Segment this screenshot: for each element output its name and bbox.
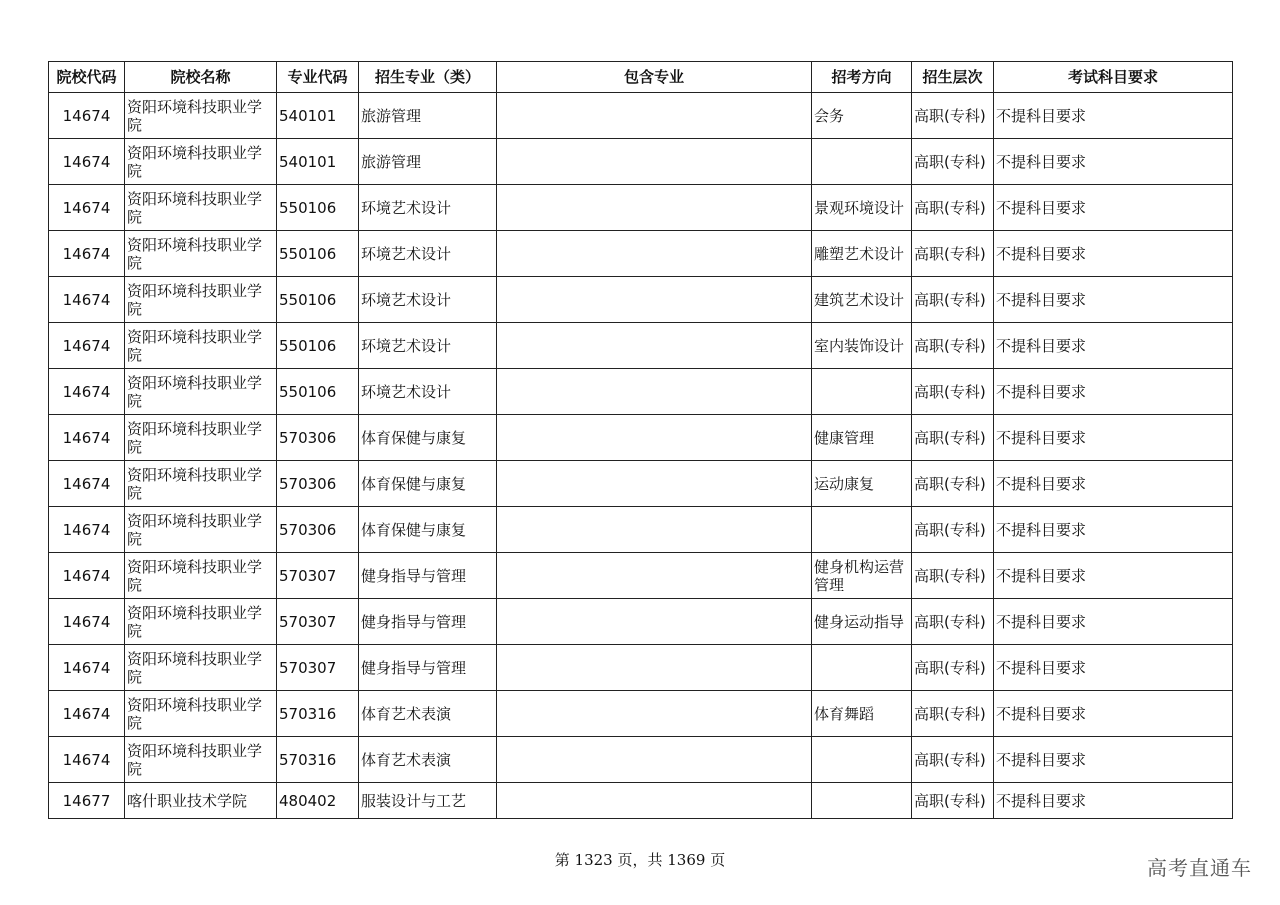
school-code-cell: 14674	[49, 415, 125, 461]
included-majors-cell	[497, 645, 812, 691]
major-code-cell: 550106	[277, 369, 359, 415]
school-name-cell: 资阳环境科技职业学院	[125, 599, 277, 645]
direction-cell	[812, 737, 912, 783]
requirement-cell: 不提科目要求	[994, 507, 1233, 553]
major-code-cell: 570306	[277, 461, 359, 507]
table-row	[49, 93, 1233, 139]
table-row	[49, 369, 1233, 415]
major-code-cell: 570306	[277, 507, 359, 553]
school-name-cell: 资阳环境科技职业学院	[125, 185, 277, 231]
direction-cell: 体育舞蹈	[812, 691, 912, 737]
requirement-cell: 不提科目要求	[994, 369, 1233, 415]
major-code-cell: 570307	[277, 645, 359, 691]
major-code-cell: 570316	[277, 737, 359, 783]
major-cell: 体育保健与康复	[359, 415, 497, 461]
major-code-cell: 570306	[277, 415, 359, 461]
school-code-cell: 14674	[49, 737, 125, 783]
header-major: 招生专业（类）	[359, 62, 497, 93]
requirement-cell: 不提科目要求	[994, 553, 1233, 599]
major-code-cell: 550106	[277, 185, 359, 231]
school-name-cell: 资阳环境科技职业学院	[125, 139, 277, 185]
major-cell: 环境艺术设计	[359, 277, 497, 323]
school-code-cell: 14674	[49, 599, 125, 645]
major-code-cell: 570316	[277, 691, 359, 737]
direction-cell: 健康管理	[812, 415, 912, 461]
direction-cell	[812, 369, 912, 415]
header-direction: 招考方向	[812, 62, 912, 93]
school-name-cell: 资阳环境科技职业学院	[125, 553, 277, 599]
direction-cell: 建筑艺术设计	[812, 277, 912, 323]
major-cell: 健身指导与管理	[359, 599, 497, 645]
level-cell: 高职(专科)	[912, 277, 994, 323]
major-code-cell: 570307	[277, 553, 359, 599]
requirement-cell: 不提科目要求	[994, 737, 1233, 783]
school-name-cell: 资阳环境科技职业学院	[125, 93, 277, 139]
level-cell: 高职(专科)	[912, 93, 994, 139]
table-row	[49, 737, 1233, 783]
major-cell: 体育保健与康复	[359, 507, 497, 553]
level-cell: 高职(专科)	[912, 645, 994, 691]
level-cell: 高职(专科)	[912, 415, 994, 461]
requirement-cell: 不提科目要求	[994, 415, 1233, 461]
major-code-cell: 550106	[277, 323, 359, 369]
major-cell: 体育艺术表演	[359, 691, 497, 737]
direction-cell: 运动康复	[812, 461, 912, 507]
major-code-cell: 550106	[277, 231, 359, 277]
direction-cell	[812, 783, 912, 819]
level-cell: 高职(专科)	[912, 783, 994, 819]
level-cell: 高职(专科)	[912, 461, 994, 507]
included-majors-cell	[497, 461, 812, 507]
included-majors-cell	[497, 691, 812, 737]
major-cell: 健身指导与管理	[359, 553, 497, 599]
included-majors-cell	[497, 93, 812, 139]
major-code-cell: 550106	[277, 277, 359, 323]
direction-cell: 雕塑艺术设计	[812, 231, 912, 277]
school-code-cell: 14674	[49, 323, 125, 369]
table-row	[49, 645, 1233, 691]
level-cell: 高职(专科)	[912, 737, 994, 783]
direction-cell	[812, 139, 912, 185]
level-cell: 高职(专科)	[912, 139, 994, 185]
included-majors-cell	[497, 507, 812, 553]
included-majors-cell	[497, 783, 812, 819]
table-row	[49, 323, 1233, 369]
table-row	[49, 185, 1233, 231]
table-row	[49, 599, 1233, 645]
school-name-cell: 资阳环境科技职业学院	[125, 461, 277, 507]
requirement-cell: 不提科目要求	[994, 783, 1233, 819]
major-cell: 环境艺术设计	[359, 323, 497, 369]
requirement-cell: 不提科目要求	[994, 599, 1233, 645]
school-code-cell: 14674	[49, 645, 125, 691]
major-cell: 环境艺术设计	[359, 231, 497, 277]
school-code-cell: 14674	[49, 691, 125, 737]
school-code-cell: 14674	[49, 461, 125, 507]
direction-cell: 室内装饰设计	[812, 323, 912, 369]
requirement-cell: 不提科目要求	[994, 185, 1233, 231]
requirement-cell: 不提科目要求	[994, 231, 1233, 277]
table-row	[49, 507, 1233, 553]
requirement-cell: 不提科目要求	[994, 139, 1233, 185]
school-code-cell: 14677	[49, 783, 125, 819]
watermark: 高考直通车	[1147, 856, 1252, 880]
major-code-cell: 570307	[277, 599, 359, 645]
table-row	[49, 277, 1233, 323]
major-cell: 环境艺术设计	[359, 369, 497, 415]
level-cell: 高职(专科)	[912, 323, 994, 369]
school-code-cell: 14674	[49, 553, 125, 599]
school-name-cell: 资阳环境科技职业学院	[125, 415, 277, 461]
level-cell: 高职(专科)	[912, 599, 994, 645]
major-cell: 服装设计与工艺	[359, 783, 497, 819]
direction-cell	[812, 507, 912, 553]
level-cell: 高职(专科)	[912, 691, 994, 737]
major-cell: 健身指导与管理	[359, 645, 497, 691]
included-majors-cell	[497, 231, 812, 277]
header-requirement: 考试科目要求	[994, 62, 1233, 93]
table-row	[49, 691, 1233, 737]
major-cell: 体育艺术表演	[359, 737, 497, 783]
included-majors-cell	[497, 277, 812, 323]
major-cell: 旅游管理	[359, 139, 497, 185]
school-code-cell: 14674	[49, 93, 125, 139]
requirement-cell: 不提科目要求	[994, 93, 1233, 139]
header-included-majors: 包含专业	[497, 62, 812, 93]
direction-cell	[812, 645, 912, 691]
requirement-cell: 不提科目要求	[994, 323, 1233, 369]
table-row	[49, 415, 1233, 461]
level-cell: 高职(专科)	[912, 231, 994, 277]
table-row	[49, 461, 1233, 507]
requirement-cell: 不提科目要求	[994, 277, 1233, 323]
school-name-cell: 资阳环境科技职业学院	[125, 277, 277, 323]
school-code-cell: 14674	[49, 139, 125, 185]
major-cell: 环境艺术设计	[359, 185, 497, 231]
school-name-cell: 喀什职业技术学院	[125, 783, 277, 819]
major-code-cell: 480402	[277, 783, 359, 819]
included-majors-cell	[497, 415, 812, 461]
major-code-cell: 540101	[277, 93, 359, 139]
included-majors-cell	[497, 599, 812, 645]
header-school-code: 院校代码	[49, 62, 125, 93]
table-body	[49, 93, 1233, 819]
school-name-cell: 资阳环境科技职业学院	[125, 323, 277, 369]
direction-cell: 健身机构运营管理	[812, 553, 912, 599]
school-name-cell: 资阳环境科技职业学院	[125, 507, 277, 553]
school-name-cell: 资阳环境科技职业学院	[125, 691, 277, 737]
requirement-cell: 不提科目要求	[994, 645, 1233, 691]
major-cell: 体育保健与康复	[359, 461, 497, 507]
school-code-cell: 14674	[49, 185, 125, 231]
school-name-cell: 资阳环境科技职业学院	[125, 645, 277, 691]
page-number: 第 1323 页，共 1369 页	[554, 851, 726, 869]
school-code-cell: 14674	[49, 277, 125, 323]
requirement-cell: 不提科目要求	[994, 461, 1233, 507]
major-cell: 旅游管理	[359, 93, 497, 139]
included-majors-cell	[497, 369, 812, 415]
table-row	[49, 139, 1233, 185]
table-header-row	[49, 62, 1233, 93]
admissions-table	[48, 61, 1233, 819]
level-cell: 高职(专科)	[912, 369, 994, 415]
included-majors-cell	[497, 323, 812, 369]
table-row	[49, 553, 1233, 599]
school-name-cell: 资阳环境科技职业学院	[125, 737, 277, 783]
direction-cell: 健身运动指导	[812, 599, 912, 645]
level-cell: 高职(专科)	[912, 553, 994, 599]
school-code-cell: 14674	[49, 231, 125, 277]
table-row	[49, 783, 1233, 819]
major-code-cell: 540101	[277, 139, 359, 185]
requirement-cell: 不提科目要求	[994, 691, 1233, 737]
table-row	[49, 231, 1233, 277]
level-cell: 高职(专科)	[912, 507, 994, 553]
header-level: 招生层次	[912, 62, 994, 93]
header-major-code: 专业代码	[277, 62, 359, 93]
school-code-cell: 14674	[49, 369, 125, 415]
included-majors-cell	[497, 139, 812, 185]
included-majors-cell	[497, 553, 812, 599]
school-name-cell: 资阳环境科技职业学院	[125, 369, 277, 415]
included-majors-cell	[497, 185, 812, 231]
school-name-cell: 资阳环境科技职业学院	[125, 231, 277, 277]
level-cell: 高职(专科)	[912, 185, 994, 231]
school-code-cell: 14674	[49, 507, 125, 553]
direction-cell: 景观环境设计	[812, 185, 912, 231]
direction-cell: 会务	[812, 93, 912, 139]
included-majors-cell	[497, 737, 812, 783]
header-school-name: 院校名称	[125, 62, 277, 93]
